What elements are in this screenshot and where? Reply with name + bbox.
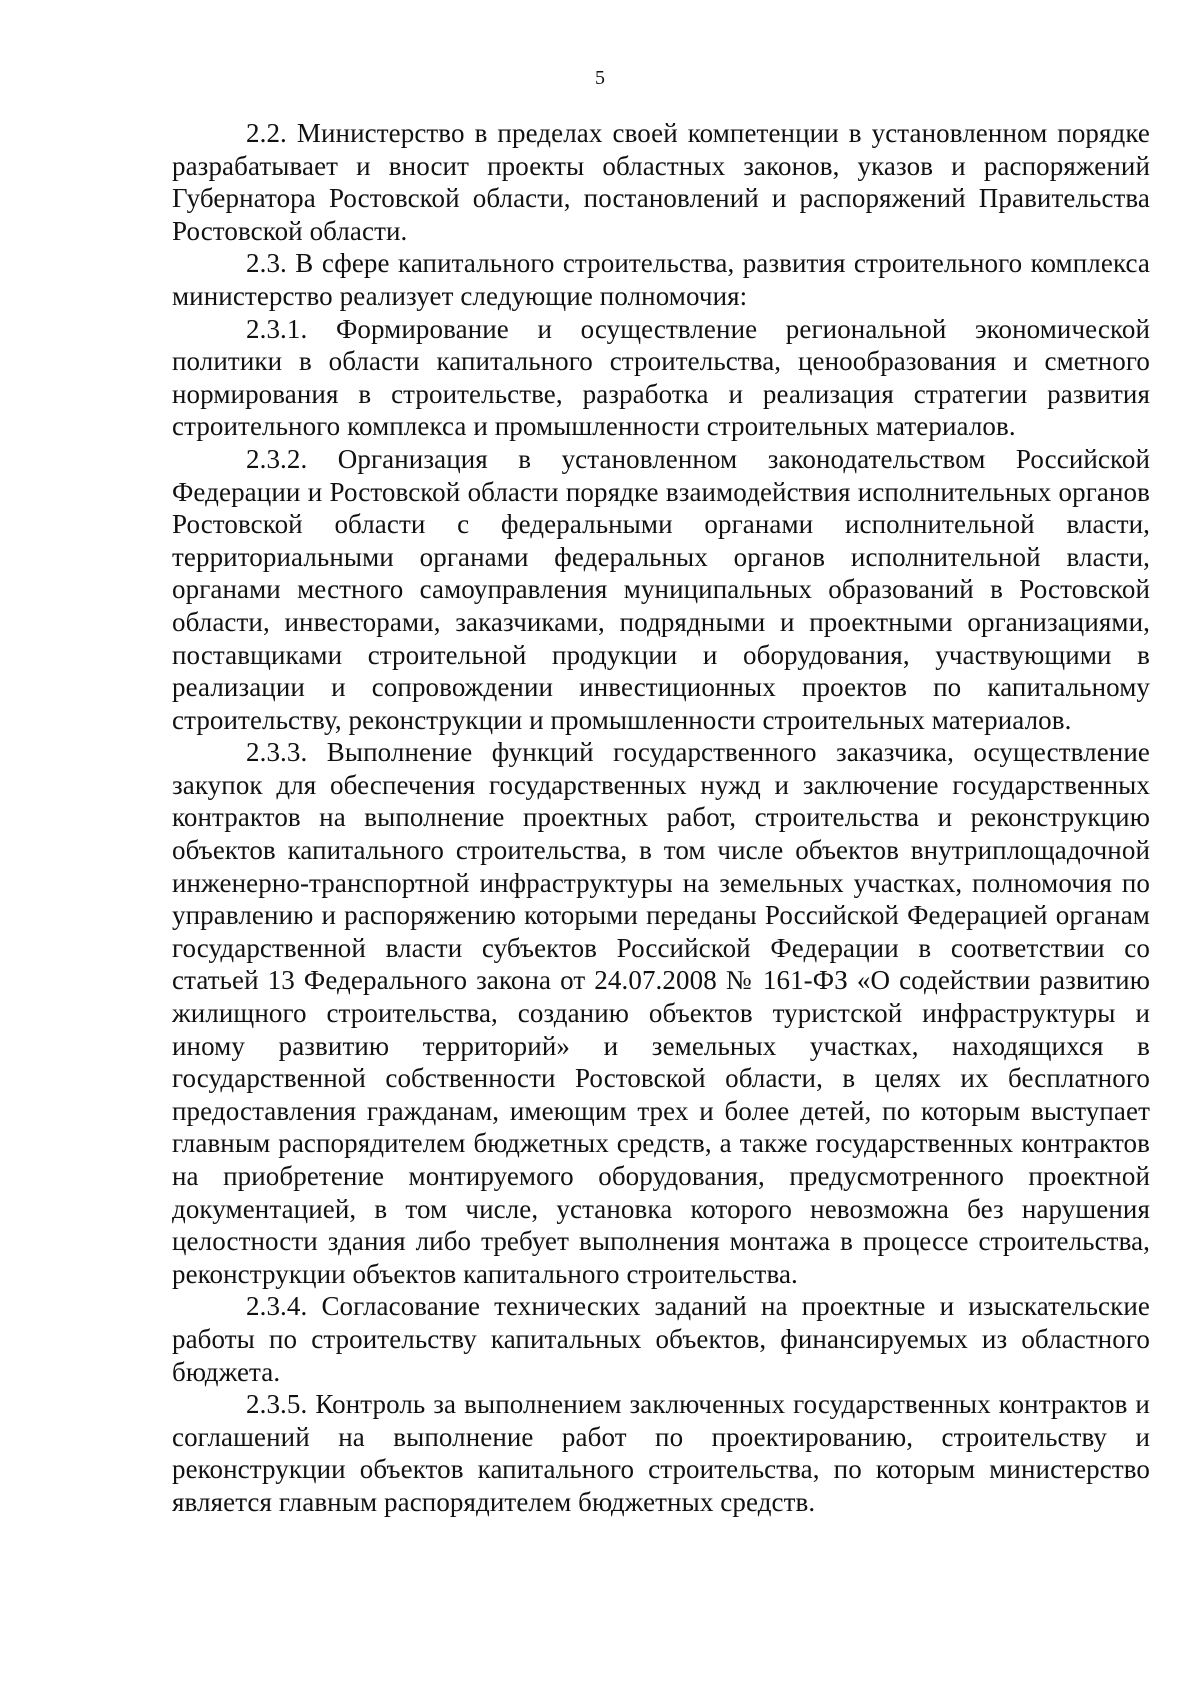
paragraph-2-3-1: 2.3.1. Формирование и осуществление региональной экономической политики в области капитального строительства, ценообразования и сметного нормирования в строительстве, разработка и реализация стратегии развития строительного комплекса и промышленности строительных материалов. <box>172 313 1150 442</box>
paragraph-2-3-4: 2.3.4. Согласование технических заданий на проектные и изыскательские работы по строительству капитальных объектов, финансируемых из областного бюджета. <box>172 1291 1150 1387</box>
paragraph-2-2: 2.2. Министерство в пределах своей компетенции в установленном порядке разрабатывает и вносит проекты областных законов, указов и распоряжений Губернатора Ростовской области, постановлений и распоряжений Правительства Ростовской области. <box>172 118 1150 246</box>
paragraph-2-3-5: 2.3.5. Контроль за выполнением заключенных государственных контрактов и соглашений на выполнение работ по проектированию, строительству и реконструкции объектов капитального строительства, по которым министерство является главным распорядителем бюджетных средств. <box>172 1389 1150 1517</box>
paragraph-2-3-2: 2.3.2. Организация в установленном законодательством Российской Федерации и Ростовской области порядке взаимодействия исполнительных органов Ростовской области с федеральными органами исполнительной власти, территориальными органами федеральных органов исполнительной власти, органами местного самоуправления муниципальных образований в Ростовской области, инвесторами, заказчиками, подрядными и проектными организациями, поставщиками строительной продукции и оборудования, участвующими в реализации и сопровождении инвестиционных проектов по капитальному строительству, реконструкции и промышленности строительных материалов. <box>172 443 1150 735</box>
document-body <box>172 117 1150 1519</box>
paragraph-2-3-3: 2.3.3. Выполнение функций государственного заказчика, осуществление закупок для обеспечения государственных нужд и заключение государственных контрактов на выполнение проектных работ, строительства и реконструкцию объектов капитального строительства, в том числе объектов внутриплощадочной инженерно-транспортной инфраструктуры на земельных участках, полномочия по управлению и распоряжению которыми переданы Российской Федерацией органам государственной власти субъектов Российской Федерации в соответствии со статьей 13 Федерального закона от 24.07.2008 № 161-ФЗ «О содействии развитию жилищного строительства, созданию объектов туристской инфраструктуры и иному развитию территорий» и земельных участках, находящихся в государственной собственности Ростовской области, в целях их бесплатного предоставления гражданам, имеющим трех и более детей, по которым выступает главным распорядителем бюджетных средств, а также государственных контрактов на приобретение монтируемого оборудования, предусмотренного проектной документацией, в том числе, установка которого невозможна без нарушения целостности здания либо требует выполнения монтажа в процессе строительства, реконструкции объектов капитального строительства. <box>172 737 1150 1289</box>
paragraph-2-3: 2.3. В сфере капитального строительства, развития строительного комплекса министерство реализует следующие полномочия: <box>172 248 1150 311</box>
page-number: 5 <box>595 67 605 89</box>
